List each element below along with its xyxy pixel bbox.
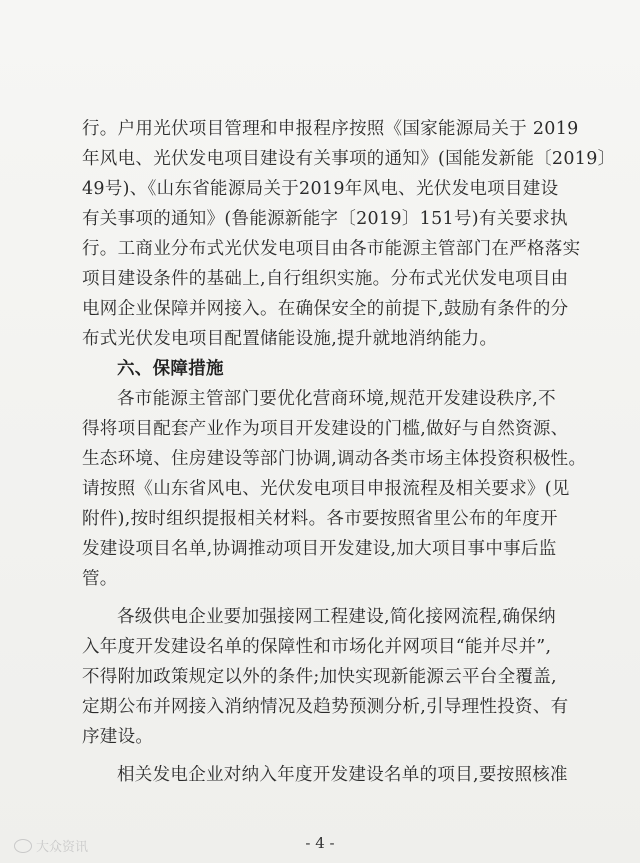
text-line: 49号)、《山东省能源局关于2019年风电、光伏发电项目建设 xyxy=(82,179,559,199)
paragraph-line: 序建设。 xyxy=(82,727,154,747)
paragraph-line: 管。 xyxy=(82,569,118,589)
text-line: 电网企业保障并网接入。在确保安全的前提下,鼓励有条件的分 xyxy=(82,299,569,319)
text-line: 有关事项的通知》(鲁能源新能字〔2019〕151号)有关要求执 xyxy=(82,209,568,229)
watermark-text: 大众资讯 xyxy=(36,840,89,855)
text-line: 年风电、光伏发电项目建设有关事项的通知》(国能发新能〔2019〕 xyxy=(82,149,616,169)
paragraph-line: 生态环境、住房建设等部门协调,调动各类市场主体投资积极性。 xyxy=(82,449,587,469)
document-body xyxy=(82,114,616,790)
paragraph-line: 相关发电企业对纳入年度开发建设名单的项目,要按照核准 xyxy=(117,765,568,785)
paragraph-line: 发建设项目名单,协调推动项目开发建设,加大项目事中事后监 xyxy=(82,539,557,559)
text-line: 行。户用光伏项目管理和申报程序按照《国家能源局关于 2019 xyxy=(82,119,579,139)
paragraph-gap xyxy=(82,594,572,602)
paragraph-line: 各级供电企业要加强接网工程建设,简化接网流程,确保纳 xyxy=(117,607,556,627)
paragraph-line: 入年度开发建设名单的保障性和市场化并网项目“能并尽并”, xyxy=(82,637,552,657)
paragraph-gap xyxy=(82,752,572,760)
paragraph-line: 附件),按时组织提报相关材料。各市要按照省里公布的年度开 xyxy=(82,509,558,529)
paragraph-line: 定期公布并网接入消纳情况及趋势预测分析,引导理性投资、有 xyxy=(82,697,569,717)
section-heading: 六、保障措施 xyxy=(117,359,224,379)
text-line: 布式光伏发电项目配置储能设施,提升就地消纳能力。 xyxy=(82,329,498,349)
text-line: 行。工商业分布式光伏发电项目由各市能源主管部门在严格落实 xyxy=(82,239,581,259)
page-number: - 4 - xyxy=(305,834,335,852)
paragraph-line: 不得附加政策规定以外的条件;加快实现新能源云平台全覆盖, xyxy=(82,667,557,687)
paragraph-line: 请按照《山东省风电、光伏发电项目申报流程及相关要求》(见 xyxy=(82,479,570,499)
paragraph-line: 各市能源主管部门要优化营商环境,规范开发建设秩序,不 xyxy=(117,389,556,409)
paragraph-line: 得将项目配套产业作为项目开发建设的门槛,做好与自然资源、 xyxy=(82,419,569,439)
text-line: 项目建设条件的基础上,自行组织实施。分布式光伏发电项目由 xyxy=(82,269,569,289)
